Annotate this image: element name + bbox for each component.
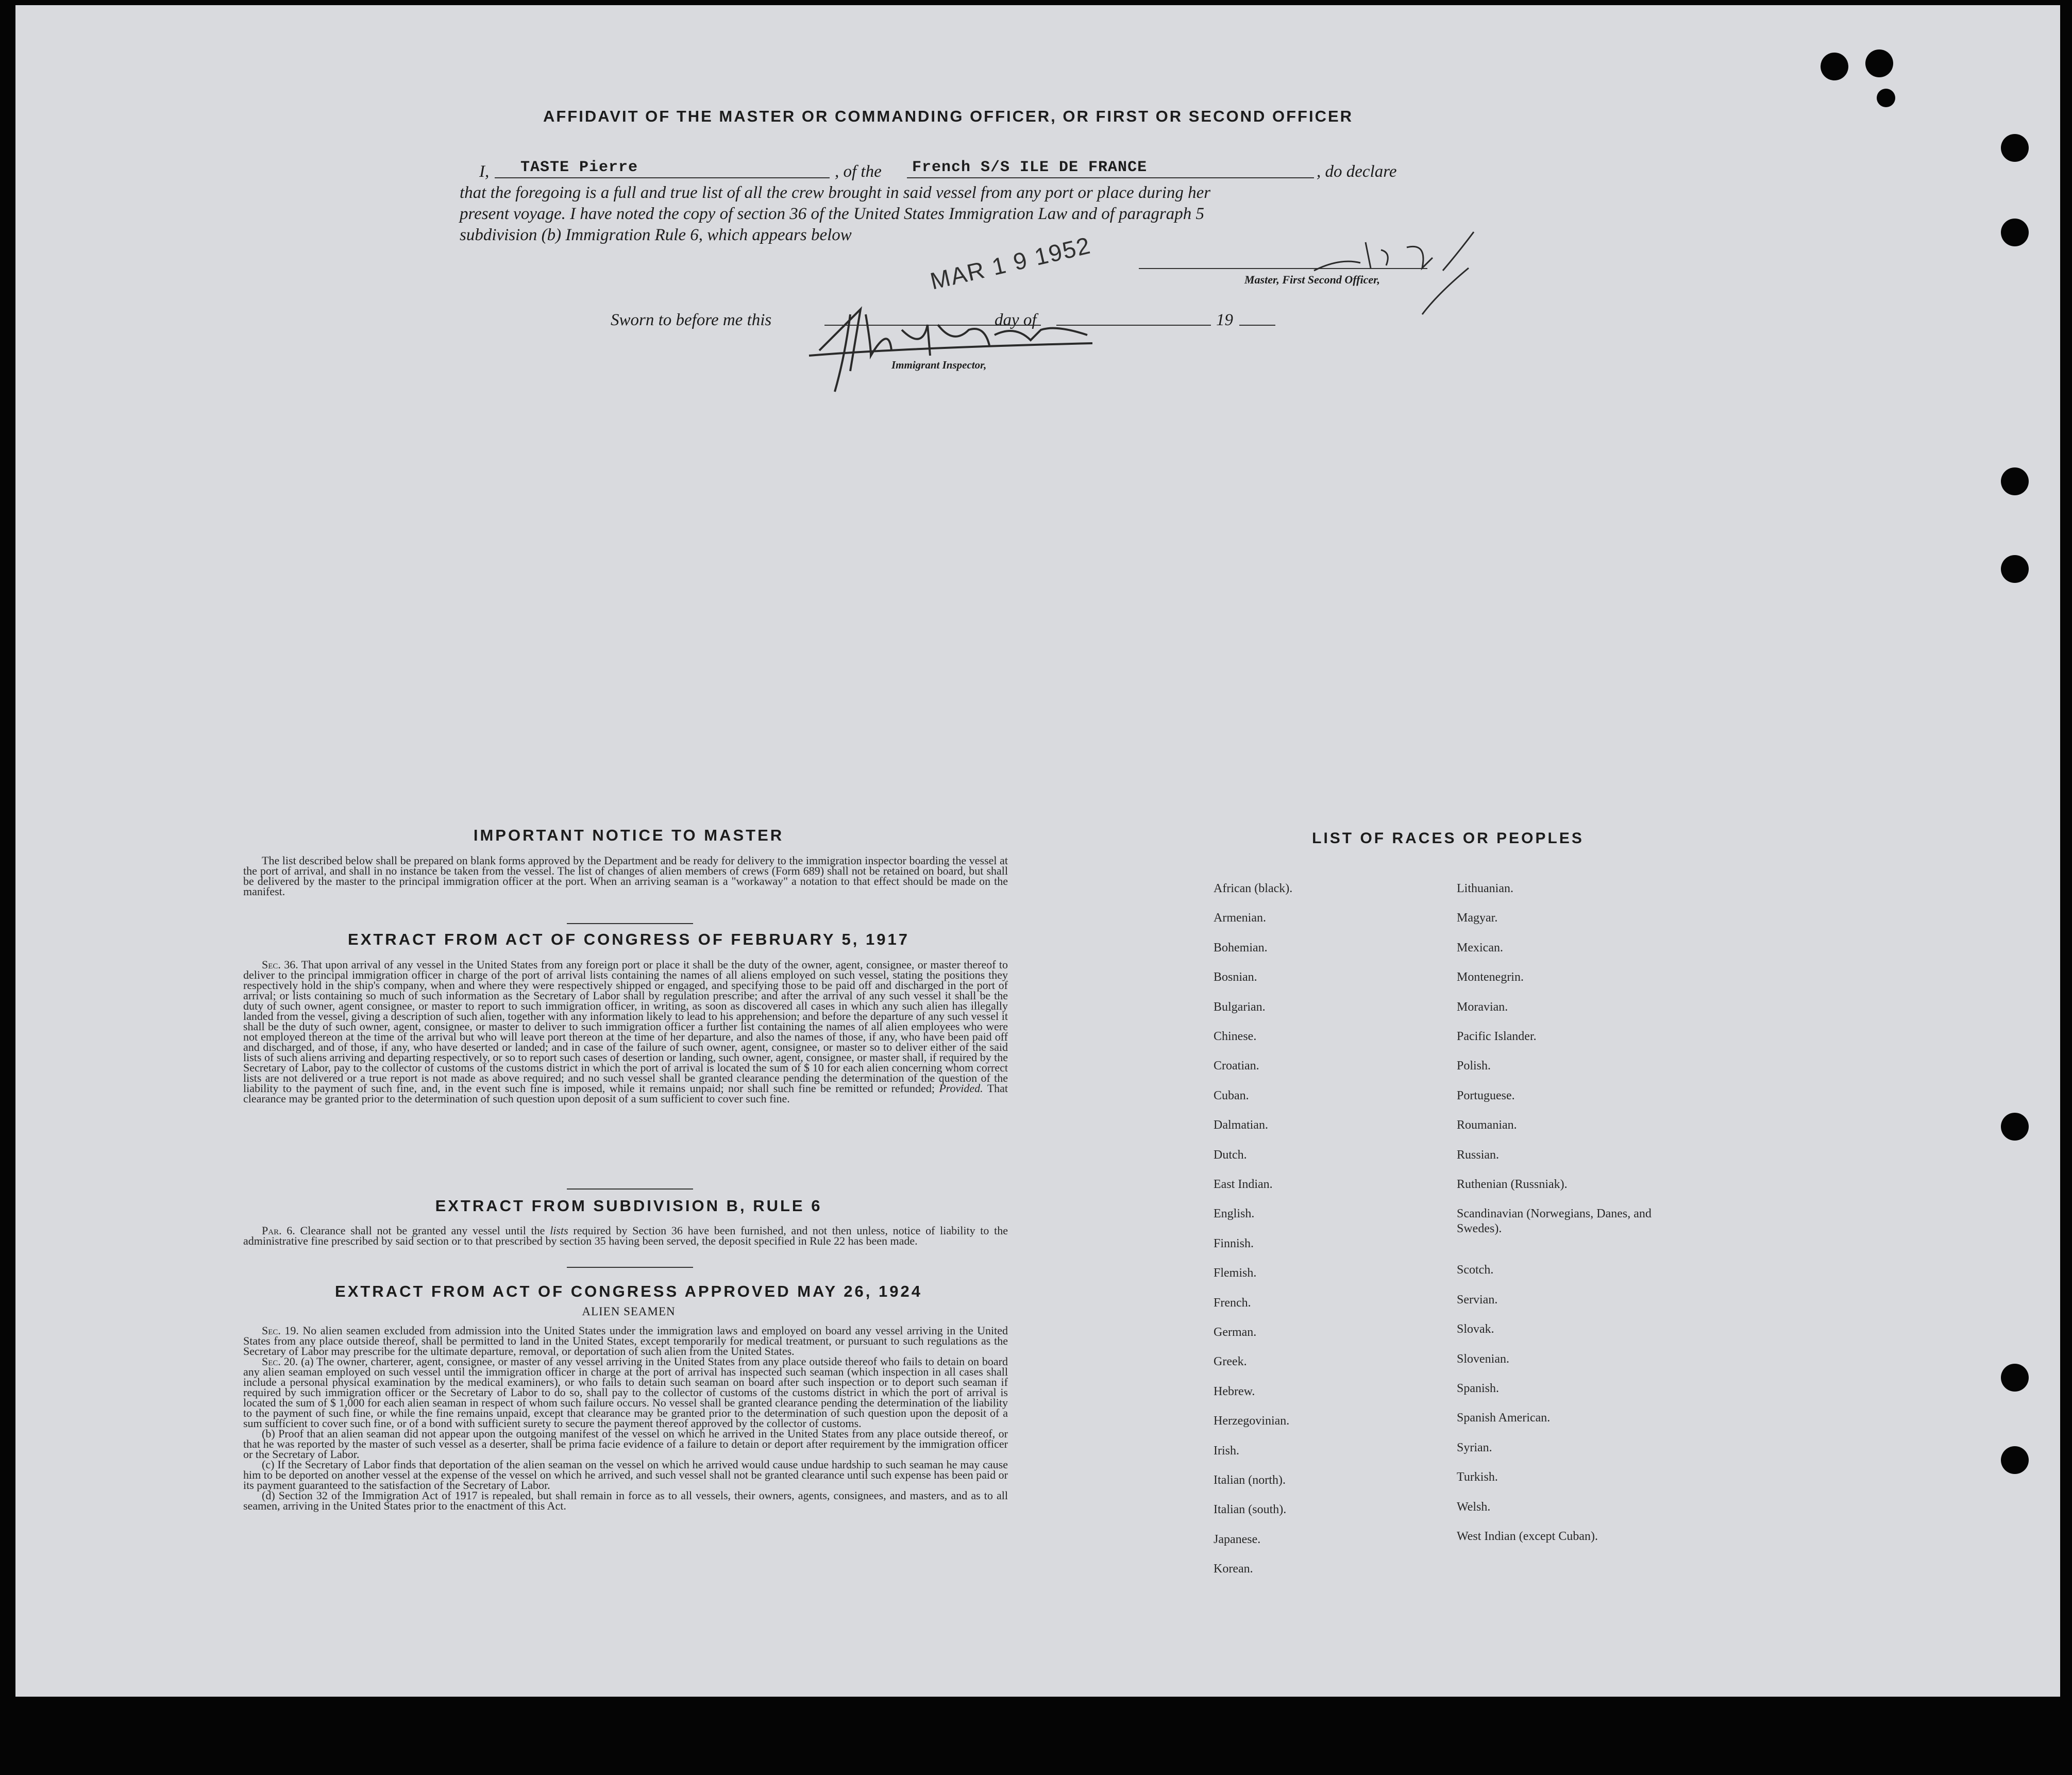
race-item: Japanese.: [1214, 1533, 1261, 1546]
race-item: Slovak.: [1457, 1322, 1494, 1336]
race-item: Lithuanian.: [1457, 882, 1513, 895]
extract-rule6-title: EXTRACT FROM SUBDIVISION B, RULE 6: [435, 1197, 822, 1215]
race-item: Welsh.: [1457, 1500, 1491, 1514]
punch-hole-decoration: [1821, 53, 1848, 80]
extract-rule6-par-label: Par. 6.: [262, 1224, 295, 1237]
officer-title-text: Master, First Second Officer,: [1244, 273, 1380, 286]
race-item: Bulgarian.: [1214, 1000, 1266, 1014]
punch-hole-decoration: [2001, 1364, 2029, 1392]
race-item: Turkish.: [1457, 1470, 1498, 1484]
punch-hole-decoration: [2001, 134, 2029, 162]
race-item: Servian.: [1457, 1293, 1498, 1307]
affidavit-line-3: present voyage. I have noted the copy of section 36 of the United States Immigration Law and of paragraph 5: [460, 205, 1205, 223]
race-item: Chinese.: [1214, 1030, 1257, 1043]
sec20-label: Sec. 20.: [262, 1355, 298, 1368]
punch-hole-decoration: [1877, 89, 1895, 107]
sec20d-text: (d) Section 32 of the Immigration Act of 1917 is repealed, but shall remain in force as to all vessels, their owners, agents, consignees, and masters, and as to all seamen, arriving in the United States prior to the enactment of this Act.: [243, 1489, 1008, 1512]
affidavit-i-prefix: I,: [479, 162, 490, 181]
extract-rule6-lists: lists: [550, 1224, 568, 1237]
extract-rule6-text-a: Clearance shall not be granted any vessel until the: [300, 1224, 545, 1237]
punch-hole-decoration: [2001, 467, 2029, 495]
races-title: LIST OF RACES OR PEOPLES: [1312, 830, 1584, 847]
extract-1924-subtitle: ALIEN SEAMEN: [582, 1305, 676, 1318]
race-item: Portuguese.: [1457, 1089, 1515, 1102]
race-item: English.: [1214, 1207, 1255, 1220]
race-item: Spanish American.: [1457, 1411, 1551, 1425]
extract-1924-body: [243, 1326, 1008, 1511]
race-item: Dalmatian.: [1214, 1118, 1268, 1132]
punch-hole-decoration: [2001, 1113, 2029, 1141]
race-item: Croatian.: [1214, 1059, 1259, 1073]
race-item: German.: [1214, 1326, 1257, 1339]
inspector-signature-mark: [799, 294, 1118, 397]
sec20b-text: (b) Proof that an alien seaman did not appear upon the outgoing manifest of the vessel on which he arrived in the United States from any place outside thereof, or that he was reported by the master of such vessel as a deserter, shall be prima facie evidence of a failure to detain or deport after requirement by the immigration officer or the Secretary of Labor.: [243, 1427, 1008, 1461]
document-page: [15, 5, 2060, 1697]
punch-hole-decoration: [2001, 1446, 2029, 1474]
race-item: Irish.: [1214, 1444, 1239, 1458]
race-item: Hebrew.: [1214, 1385, 1255, 1398]
race-item: Greek.: [1214, 1355, 1247, 1368]
extract-1917-title: EXTRACT FROM ACT OF CONGRESS OF FEBRUARY 5, 1917: [348, 930, 909, 948]
race-item: Bohemian.: [1214, 941, 1268, 955]
section-divider: [567, 1267, 693, 1268]
sec19-text: No alien seamen excluded from admission into the United States under the immigration laws and employed on board any vessel arriving in the United States from any place outside thereof, shall be permitted to land in the United States, except temporarily for medical treatment, or pursuant to such regulations as the Secretary of Labor may prescribe for the ultimate departure, removal, or deportation of such alien from the United States.: [243, 1324, 1008, 1358]
extract-rule6-body: [243, 1226, 1008, 1246]
sworn-year-prefix: 19: [1216, 311, 1233, 329]
race-item: Italian (north).: [1214, 1473, 1286, 1487]
punch-hole-decoration: [2001, 555, 2029, 583]
affidavit-of-the: , of the: [835, 162, 882, 181]
sworn-prefix: Sworn to before me this: [611, 311, 772, 329]
race-item: Flemish.: [1214, 1266, 1257, 1280]
officer-name-field: TASTE Pierre: [520, 159, 638, 176]
sec20c-text: (c) If the Secretary of Labor finds that deportation of the alien seaman on the vessel on which he arrived would cause undue hardship to such seaman he may cause him to be deported on another vessel at the expense of the vessel on which he arrived, and such vessel shall not be granted clearance until such expense has been paid or its payment guaranteed to the satisfaction of the Secretary of Labor.: [243, 1458, 1008, 1492]
race-item: Cuban.: [1214, 1089, 1249, 1102]
officer-name-line: [495, 177, 830, 178]
race-item: Herzegovinian.: [1214, 1414, 1290, 1428]
notice-body: [243, 856, 1008, 897]
race-item: Mexican.: [1457, 941, 1503, 955]
punch-hole-decoration: [2001, 219, 2029, 246]
race-item: Korean.: [1214, 1562, 1253, 1576]
race-item: Pacific Islander.: [1457, 1030, 1537, 1043]
sworn-year-line: [1239, 325, 1275, 326]
extract-1917-section-label: Sec. 36.: [262, 958, 298, 971]
race-item: Scotch.: [1457, 1263, 1494, 1277]
race-item: East Indian.: [1214, 1178, 1273, 1191]
extract-1917-provided: Provided.: [939, 1082, 983, 1095]
section-divider: [567, 923, 693, 924]
extract-1917-proviso: That clearance may be granted prior to the determination of such question upon deposit of a sum sufficient to cover such fine.: [243, 1082, 1008, 1105]
affidavit-line-2: that the foregoing is a full and true list of all the crew brought in said vessel from any port or place during her: [460, 183, 1211, 202]
affidavit-line-4: subdivision (b) Immigration Rule 6, which appears below: [460, 226, 852, 244]
section-divider: [567, 1188, 693, 1190]
extract-1924-title: EXTRACT FROM ACT OF CONGRESS APPROVED MAY 26, 1924: [335, 1282, 922, 1300]
race-item: Syrian.: [1457, 1441, 1492, 1454]
race-item: Russian.: [1457, 1148, 1500, 1162]
affidavit-do-declare: , do declare: [1317, 162, 1397, 181]
race-item: Dutch.: [1214, 1148, 1247, 1162]
race-item: African (black).: [1214, 882, 1293, 895]
sec19-label: Sec. 19.: [262, 1324, 299, 1337]
race-item: Armenian.: [1214, 911, 1266, 925]
race-item: Moravian.: [1457, 1000, 1508, 1014]
race-item: French.: [1214, 1296, 1251, 1310]
officer-title-label: [1244, 273, 1380, 287]
date-stamp: MAR 1 9 1952: [928, 231, 1093, 295]
notice-body-text: The list described below shall be prepared on blank forms approved by the Department and be ready for delivery to the immigration inspector boarding the vessel at the port of arrival, and shall in no instance be taken from the vessel. The list of changes of alien members of crews (Form 689) shall not be retained on board, but shall be delivered by the master to the principal immigration officer at the port. When an arriving seaman is a "workaway" a notation to that effect should be made on the manifest.: [243, 854, 1008, 898]
notice-title: IMPORTANT NOTICE TO MASTER: [473, 826, 784, 844]
race-item: Polish.: [1457, 1059, 1491, 1073]
extract-1917-text: That upon arrival of any vessel in the United States from any foreign port or place it shall be the duty of the owner, agent, consignee, or master thereof to deliver to the principal immigration officer in charge of the port of arrival lists containing the names of all aliens employed on such vessel, stating the positions they respectively hold in the ship's company, when and where they were respectively shipped or engaged, and specifying those to be paid off and discharged in the port of arrival; or lists containing so much of such information as the Secretary of Labor shall by regulation prescribe; and after the arrival of any such vessel it shall be the duty of such owner, agent consignee, or master to report to such immigration officer, in writing, as soon as discovered all cases in which any such alien has illegally landed from the vessel, giving a description of such alien, together with any information likely to lead to his apprehension; and before the departure of any such vessel it shall be the duty of such owner, agent, consignee, or master to deliver to such immigration officer a further list containing the names of all alien employees who were not employed thereon at the time of the arrival but who will leave port thereon at the time of her departure, and also the names of those, if any, who have been paid off and discharged, and of those, if any, who have deserted or landed; and in case of the failure of such owner, agent, consignee, or master so to deliver either of the said lists of such aliens arriving and departing respectively, or so to report such cases of desertion or landing, such owner, agent, consignee, or master shall, if required by the Secretary of Labor, pay to the collector of customs of the customs district in which the port of arrival is located the sum of $ 10 for each alien concerning whom correct lists are not delivered or a true report is not made as above required; and no such vessel shall be granted clearance pending the determination of the question of the liability to the payment of such fine, and, in the event such fine is imposed, while it remains unpaid; nor shall such fine be remitted or refunded;: [243, 958, 1008, 1095]
race-item: Scandinavian (Norwegians, Danes, and Swedes).: [1457, 1207, 1652, 1235]
race-item: Finnish.: [1214, 1237, 1254, 1250]
race-item: Bosnian.: [1214, 970, 1257, 984]
race-item: Italian (south).: [1214, 1503, 1287, 1516]
extract-rule6-text-b: required by Section 36 have been furnished, and not then unless, notice of liability to the administrative fine prescribed by said section or to that prescribed by section 35 having been served, the deposit specified in Rule 22 has been made.: [243, 1224, 1008, 1247]
race-item: Slovenian.: [1457, 1352, 1509, 1366]
punch-hole-decoration: [1865, 49, 1893, 77]
affidavit-title: AFFIDAVIT OF THE MASTER OR COMMANDING OFFICER, OR FIRST OR SECOND OFFICER: [543, 107, 1354, 125]
vessel-name-field: French S/S ILE DE FRANCE: [912, 159, 1148, 176]
extract-1917-body: [243, 960, 1008, 1104]
race-item: Roumanian.: [1457, 1118, 1517, 1132]
race-item: West Indian (except Cuban).: [1457, 1530, 1598, 1543]
vessel-name-line: [907, 177, 1314, 178]
race-item: Montenegrin.: [1457, 970, 1524, 984]
race-item: Magyar.: [1457, 911, 1498, 925]
race-item: Spanish.: [1457, 1382, 1500, 1395]
race-item: Ruthenian (Russniak).: [1457, 1178, 1568, 1191]
sec20a-text: (a) The owner, charterer, agent, consignee, or master of any vessel arriving in the United States from any place outside thereof who fails to detain on board any alien seaman employed on such vessel until the immigration officer in charge at the port of arrival has inspected such seaman (which inspection in all cases shall include a personal physical examination by the medical examiners), or who fails to detain such seaman on board after such inspection or to deport such seaman if required by such immigration officer or the Secretary of Labor to do so, shall pay to the collector of customs of the customs district in which the port of arrival is located the sum of $ 1,000 for each alien seaman in respect of whom such failure occurs. No vessel shall be granted clearance pending the determination of the liability to the payment of such fine, or while the fine remains unpaid, except that clearance may be granted prior to the determination of such question upon the deposit of a sum sufficient to cover such fine, or of a bond with sufficient surety to secure the payment thereof approved by the collector of customs.: [243, 1355, 1008, 1430]
sworn-day-of: day of: [995, 311, 1037, 329]
inspector-label: Immigrant Inspector,: [891, 359, 987, 371]
